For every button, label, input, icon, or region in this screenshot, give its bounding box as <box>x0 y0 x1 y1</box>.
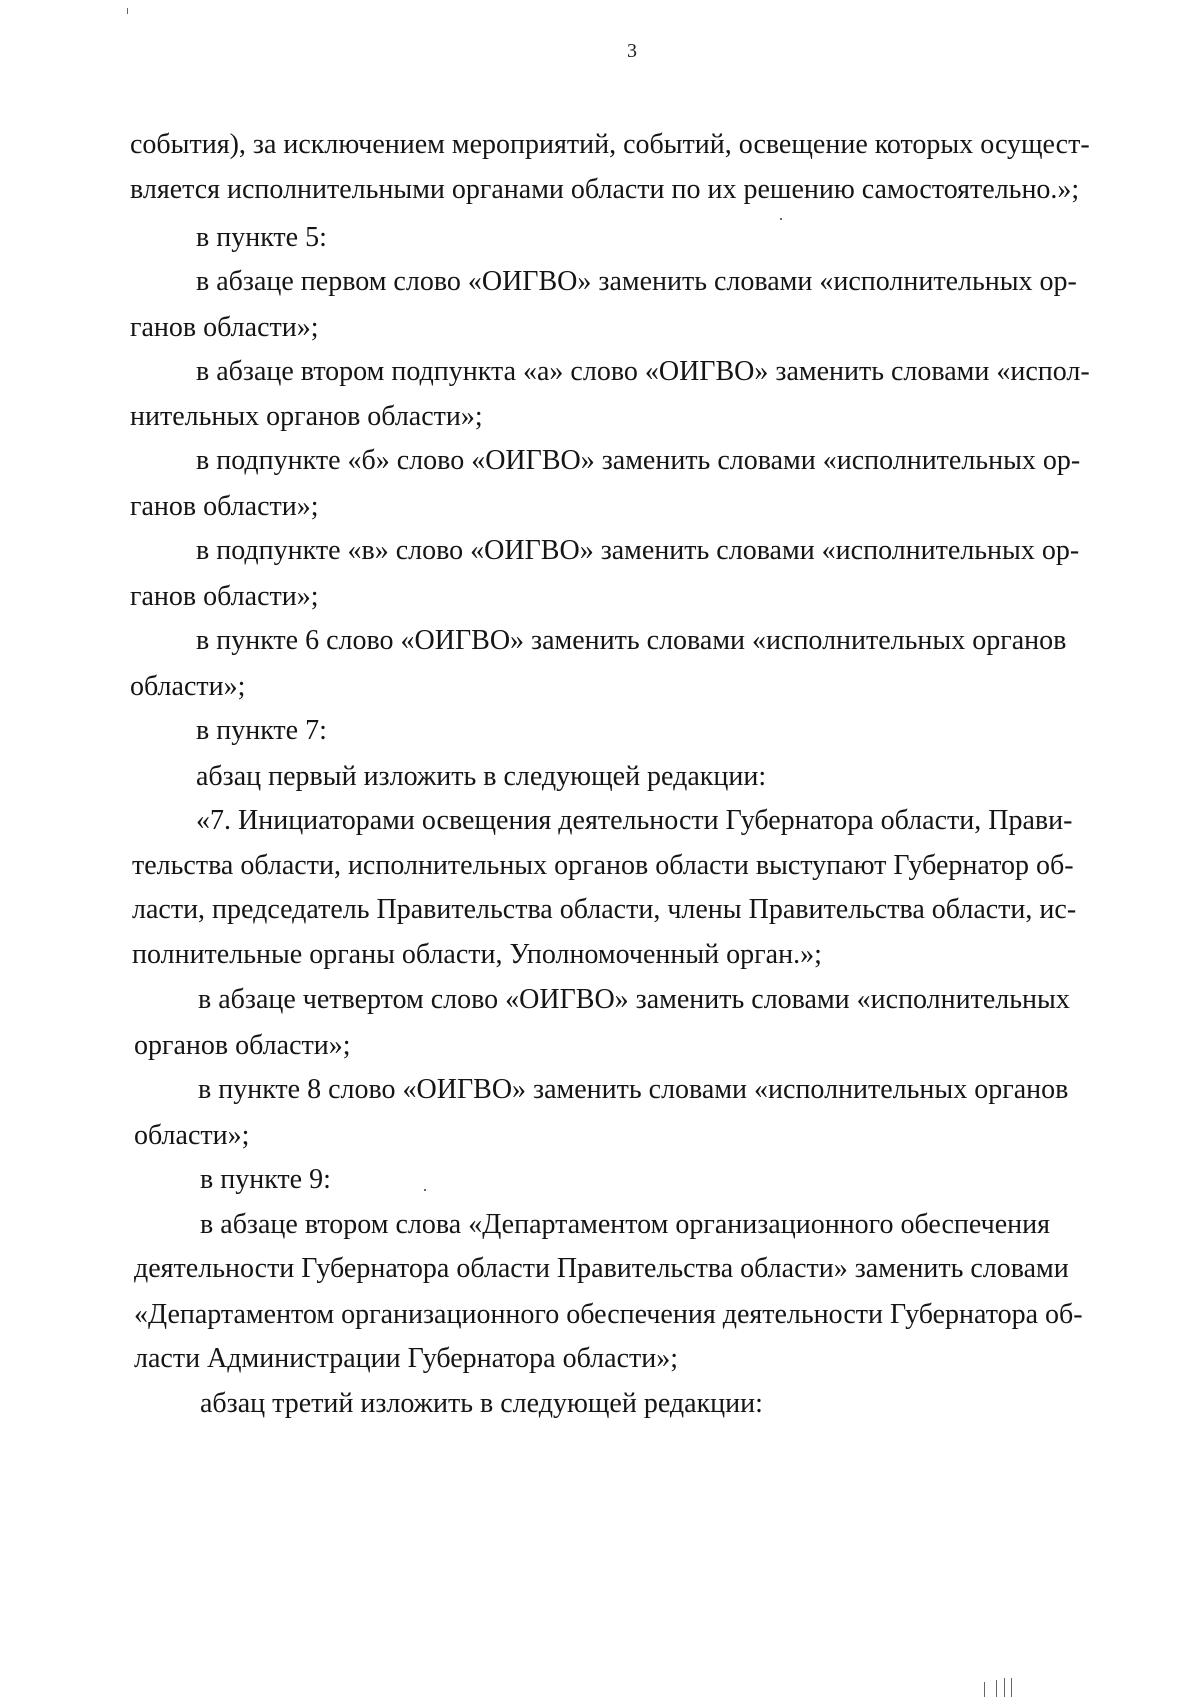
text-line: в пункте 6 слово «ОИГВО» заменить словами «исполнительных органов <box>196 625 1067 656</box>
text-line: абзац первый изложить в следующей редакции: <box>196 761 767 792</box>
text-line: в подпункте «б» слово «ОИГВО» заменить словами «исполнительных ор- <box>196 445 1081 476</box>
scan-speck <box>996 1680 997 1697</box>
text-line: деятельности Губернатора области Правительства области» заменить словами <box>134 1253 1069 1284</box>
text-line: «7. Инициаторами освещения деятельности Губернатора области, Прави- <box>196 805 1073 836</box>
text-line: в пункте 9: <box>200 1164 331 1195</box>
text-line: органов области»; <box>134 1030 351 1061</box>
text-line: области»; <box>134 1120 250 1151</box>
scan-speck <box>127 8 128 14</box>
text-line: ганов области»; <box>130 312 319 343</box>
text-line: в абзаце втором подпункта «а» слово «ОИГВО» заменить словами «испол- <box>196 356 1090 387</box>
text-line: области»; <box>130 671 246 702</box>
scan-speck <box>780 218 782 220</box>
text-line: ласти Администрации Губернатора области»; <box>134 1343 678 1374</box>
text-line: в абзаце втором слова «Департаментом организационного обеспечения <box>200 1209 1050 1240</box>
scan-speck <box>1004 1678 1005 1697</box>
text-line: ганов области»; <box>130 491 319 522</box>
scan-speck <box>984 1682 985 1697</box>
text-line: ласти, председатель Правительства области, члены Правительства области, ис- <box>132 894 1077 925</box>
text-line: в подпункте «в» слово «ОИГВО» заменить словами «исполнительных ор- <box>196 535 1080 566</box>
text-line: события), за исключением мероприятий, событий, освещение которых осущест- <box>130 129 1090 160</box>
text-line: полнительные органы области, Уполномоченный орган.»; <box>132 939 822 970</box>
text-line: в пункте 7: <box>196 715 327 746</box>
text-line: ганов области»; <box>130 581 319 612</box>
text-line: в абзаце четвертом слово «ОИГВО» заменить словами «исполнительных <box>198 984 1070 1015</box>
text-line: в пункте 8 слово «ОИГВО» заменить словами «исполнительных органов <box>198 1074 1069 1105</box>
scan-speck <box>424 1189 426 1191</box>
text-line: в абзаце первом слово «ОИГВО» заменить словами «исполнительных ор- <box>196 266 1077 297</box>
text-line: в пункте 5: <box>196 222 327 253</box>
text-line: нительных органов области»; <box>130 401 483 432</box>
text-line: вляется исполнительными органами области по их решению самостоятельно.»; <box>130 174 1080 205</box>
scan-speck <box>1011 1678 1012 1697</box>
text-line: «Департаментом организационного обеспечения деятельности Губернатора об- <box>134 1299 1083 1330</box>
text-line: тельства области, исполнительных органов области выступают Губернатор об- <box>132 850 1074 881</box>
page-number: 3 <box>627 40 637 62</box>
text-line: абзац третий изложить в следующей редакции: <box>200 1388 763 1419</box>
